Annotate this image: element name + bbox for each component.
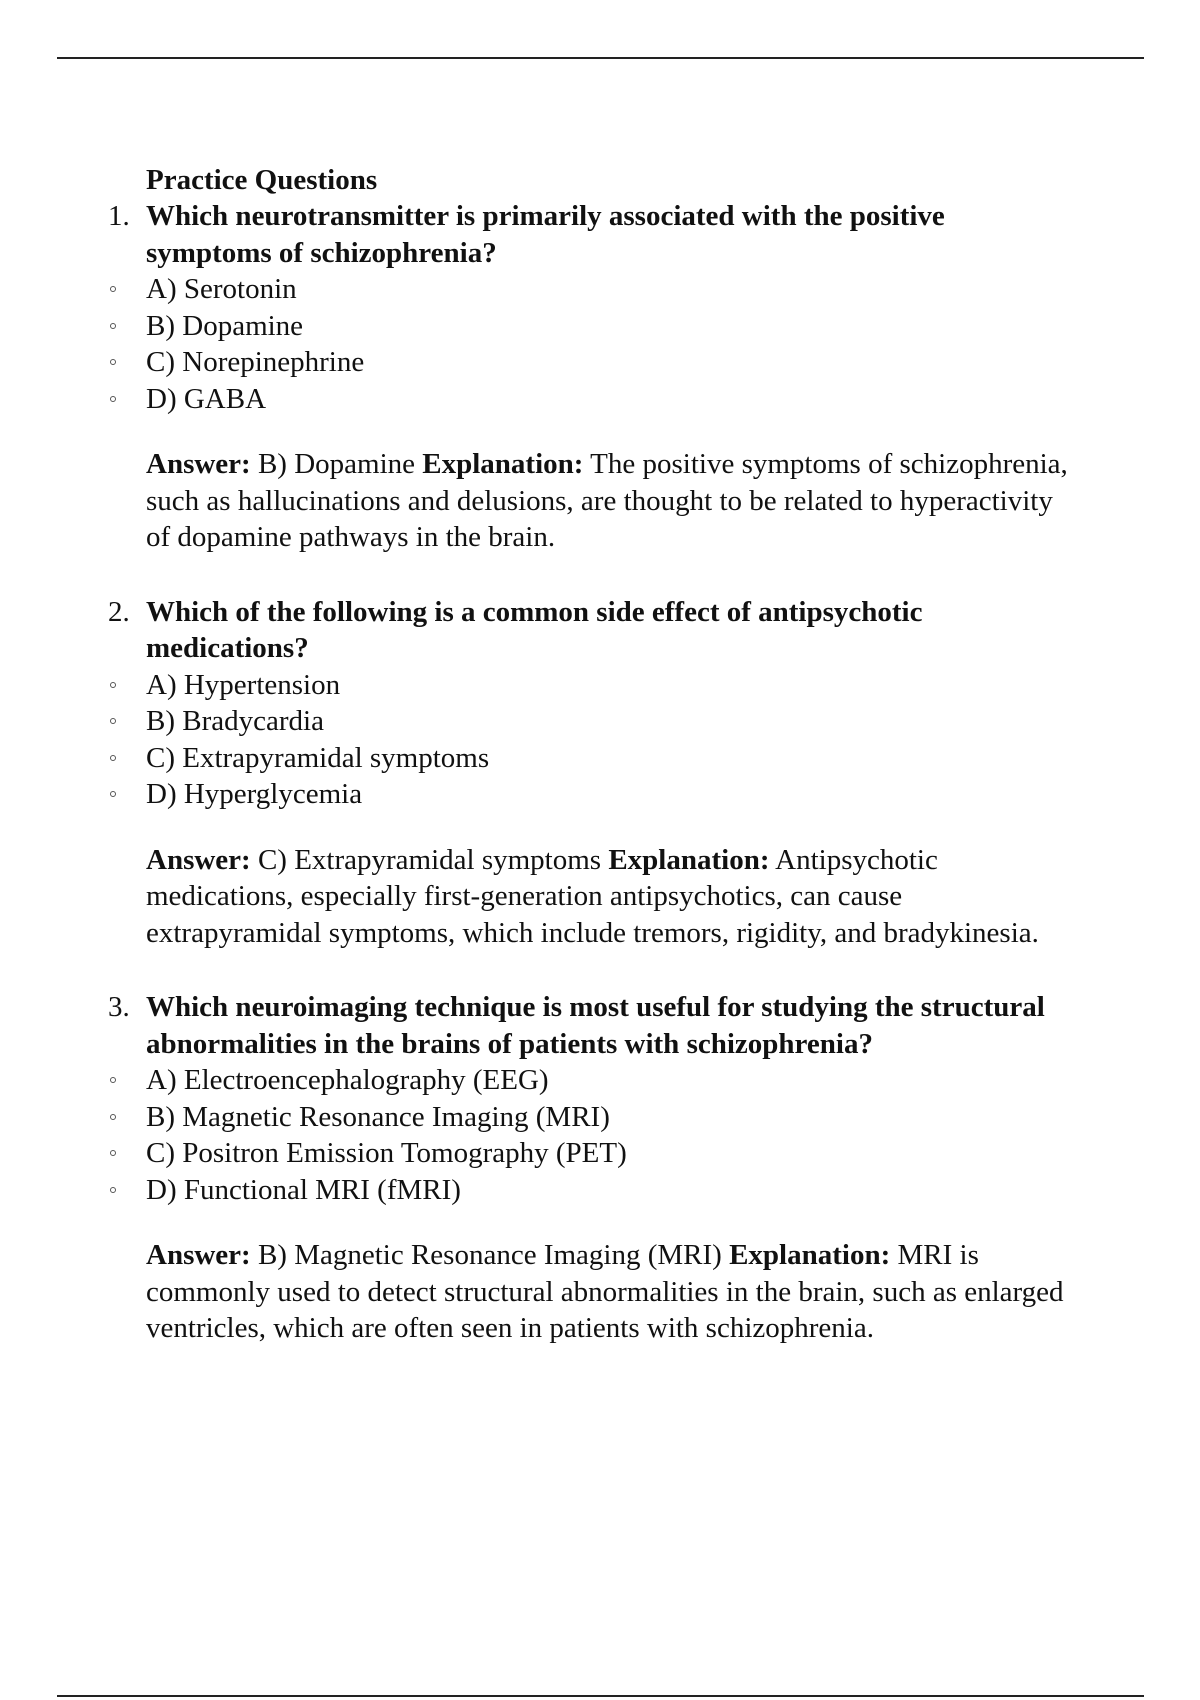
- option-text: C) Norepinephrine: [146, 346, 365, 378]
- answer-label: Answer:: [146, 448, 251, 480]
- question-block-3: [0, 989, 1200, 1347]
- option-text: B) Dopamine: [146, 309, 304, 342]
- bottom-divider: [57, 1695, 1144, 1697]
- list-item: [146, 1099, 1200, 1136]
- option-text: C) Positron Emission Tomography (PET): [146, 1137, 627, 1169]
- list-item: [146, 308, 1200, 345]
- document-body: [0, 162, 1200, 1385]
- circle-bullet-icon: [110, 323, 116, 329]
- explanation-label: Explanation:: [608, 843, 770, 876]
- explanation-text: MRI is commonly used to detect structural abnormalities in the brain, such as enlarged ventricles, which are often seen in patients with schizophrenia.: [146, 1239, 1064, 1344]
- list-item: [146, 1135, 1200, 1172]
- list-item: [146, 776, 1200, 813]
- circle-bullet-icon: [110, 396, 116, 402]
- circle-bullet-icon: [110, 286, 116, 292]
- option-text: A) Electroencephalography (EEG): [146, 1064, 549, 1096]
- option-text: D) Hyperglycemia: [146, 778, 363, 810]
- explanation-label: Explanation:: [729, 1239, 891, 1271]
- explanation-text: Antipsychotic medications, especially first-generation antipsychotics, can cause extrapyramidal symptoms, which include tremors, rigidity, and bradykinesia.: [146, 843, 1039, 949]
- question-text: Which neurotransmitter is primarily associated with the positive symptoms of schizophrenia?: [146, 200, 945, 269]
- list-item: [146, 271, 1200, 308]
- question-text: Which neuroimaging technique is most useful for studying the structural abnormalities in the brains of patients with schizophrenia?: [146, 991, 1045, 1060]
- answer-paragraph: [146, 842, 1076, 952]
- list-item: [146, 1172, 1200, 1209]
- list-item: [146, 381, 1200, 418]
- circle-bullet-icon: [110, 718, 116, 724]
- options-list: [0, 271, 1200, 417]
- question-block-2: [0, 594, 1200, 952]
- circle-bullet-icon: [110, 682, 116, 688]
- explanation-text: The positive symptoms of schizophrenia, such as hallucinations and delusions, are thought to be related to hyperactivity of dopamine pathways in the brain.: [146, 448, 1068, 553]
- circle-bullet-icon: [110, 1150, 116, 1156]
- answer-label: Answer:: [146, 843, 251, 876]
- answer-paragraph: [146, 1237, 1076, 1347]
- question-3: [0, 989, 1200, 1062]
- option-text: B) Magnetic Resonance Imaging (MRI): [146, 1100, 610, 1133]
- question-1: [0, 198, 1200, 271]
- list-item: [146, 667, 1200, 704]
- question-number: 1.: [108, 200, 130, 232]
- answer-paragraph: [146, 446, 1076, 556]
- option-text: B) Bradycardia: [146, 705, 324, 737]
- section-title: Practice Questions: [146, 164, 378, 196]
- option-text: A) Serotonin: [146, 273, 297, 305]
- answer-text: B) Magnetic Resonance Imaging (MRI): [257, 1239, 722, 1271]
- top-divider: [57, 57, 1144, 59]
- options-list: [0, 1062, 1200, 1208]
- circle-bullet-icon: [110, 1114, 116, 1120]
- answer-label: Answer:: [146, 1239, 251, 1271]
- list-item: [146, 740, 1200, 777]
- answer-text: B) Dopamine: [257, 448, 416, 480]
- list-item: [146, 344, 1200, 381]
- list-item: [146, 1062, 1200, 1099]
- options-list: [0, 667, 1200, 813]
- question-number: 3.: [108, 991, 130, 1023]
- list-item: [146, 703, 1200, 740]
- circle-bullet-icon: [110, 755, 116, 761]
- question-text: Which of the following is a common side effect of antipsychotic medications?: [146, 595, 923, 664]
- option-text: D) GABA: [146, 382, 267, 415]
- option-text: C) Extrapyramidal symptoms: [146, 741, 490, 774]
- circle-bullet-icon: [110, 1187, 116, 1193]
- circle-bullet-icon: [110, 791, 116, 797]
- circle-bullet-icon: [110, 1077, 116, 1083]
- option-text: D) Functional MRI (fMRI): [146, 1173, 461, 1206]
- circle-bullet-icon: [110, 359, 116, 365]
- answer-text: C) Extrapyramidal symptoms: [257, 843, 602, 876]
- option-text: A) Hypertension: [146, 668, 341, 701]
- explanation-label: Explanation:: [422, 448, 584, 480]
- question-block-1: [0, 198, 1200, 556]
- question-number: 2.: [108, 595, 130, 628]
- question-2: [0, 594, 1200, 667]
